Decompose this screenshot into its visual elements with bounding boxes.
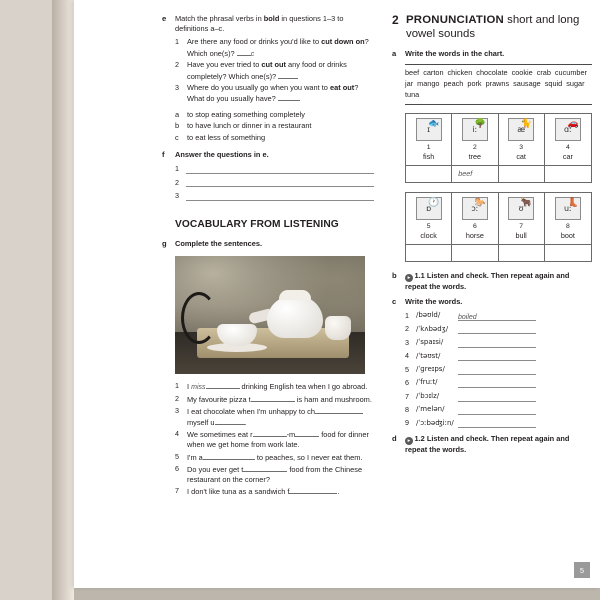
write-line[interactable] [458,325,536,334]
sentence-5: 5 I'm a to peaches, so I never eat them. [175,451,363,462]
answer-cell[interactable] [499,166,545,182]
sentence-3: 3 I eat chocolate when I'm unhappy to ch myself u . [175,406,374,428]
ipa-row[interactable]: 9 /ˈɔːbəʤiːn/ [405,418,592,428]
audio-icon[interactable]: ▸ [405,274,413,282]
ipa-row[interactable]: 4 /ˈtəʊst/ [405,351,592,361]
section-heading-pronunciation [392,14,592,41]
answer-row[interactable]: 1 [175,164,374,174]
answer-blank[interactable] [278,93,300,101]
car-icon: ɑː 🚗 [555,118,581,141]
chart-cell-horse[interactable]: ɔː 🐎 6 horse [452,193,498,244]
right-column [392,14,592,460]
ipa-row[interactable]: 8 /ˈmelən/ [405,405,592,415]
chart-cell-car[interactable]: ɑː 🚗 4 car [545,114,591,165]
exercise-c-instruction: Write the words. [405,296,463,306]
answer-blank[interactable] [315,406,363,414]
sentence-7: 7 I don't like tuna as a sandwich f . [175,486,340,497]
fish-icon: ɪ 🐟 [416,118,442,141]
tree-icon: iː 🌳 [462,118,488,141]
exercise-f [162,150,374,205]
answer-blank[interactable] [215,417,245,425]
definition-c: c to eat less of something [175,132,266,142]
cat-icon: æ 🐈 [508,118,534,141]
vowel-chart-row-1-answers[interactable] [405,166,592,183]
bull-icon: ʊ 🐂 [508,197,534,220]
exercise-a-letter: a [392,49,397,59]
write-line[interactable] [186,192,374,201]
answer-blank[interactable] [295,429,319,437]
tea-photo [175,256,365,374]
exercise-g-letter: g [162,239,167,249]
exercise-f-instruction: Answer the questions in e. [175,149,269,159]
answer-blank[interactable] [251,394,295,402]
exercise-b-letter: b [392,271,397,281]
boot-icon: uː 👢 [555,197,581,220]
exercise-b [392,271,592,292]
vowel-chart-row-2-answers[interactable] [405,245,592,262]
write-line[interactable] [458,339,536,348]
exercise-g-sentences [175,381,374,498]
sentence-4: 4 We sometimes eat r -m food for dinner when we get home from work late. [175,429,369,450]
chart-cell-cat[interactable]: æ 🐈 3 cat [499,114,545,165]
clock-icon: ɒ 🕐 [416,197,442,220]
write-line[interactable] [458,379,536,388]
question-row: 3 Where do you usually go when you want to eat out? What do you usually have? [175,82,359,103]
exercise-e-letter: e [162,14,167,23]
section-subtitle: short and long vowel sounds [406,14,580,40]
exercise-c-letter: c [392,296,397,306]
exercise-g [162,239,374,249]
ipa-row[interactable]: 3 /ˈspaɪsi/ [405,338,592,348]
exercise-g-instruction: Complete the sentences. [175,239,263,249]
section-number: 2 [392,13,399,27]
exercise-d-instruction: Listen and check. Then repeat again and repeat the words. [405,434,570,455]
answer-cell[interactable] [406,245,452,261]
chart-cell-bull[interactable]: ʊ 🐂 7 bull [499,193,545,244]
write-line[interactable] [458,393,536,402]
write-line[interactable]: boiled [458,312,536,321]
answer-row[interactable]: 3 [175,191,374,201]
answer-blank[interactable] [243,464,287,472]
answer-cell[interactable] [452,245,498,261]
ipa-row[interactable]: 1 /bəʊld/ boiled [405,311,592,321]
answer-blank[interactable] [253,429,287,437]
chart-cell-fish[interactable]: ɪ 🐟 1 fish [406,114,452,165]
write-line[interactable] [186,178,374,187]
exercise-c-items [405,311,592,428]
chart-cell-clock[interactable]: ɒ 🕐 5 clock [406,193,452,244]
answer-cell[interactable]: beef [452,166,498,182]
definition-b: b to have lunch or dinner in a restaurant [175,121,312,131]
section-heading-vocabulary: VOCABULARY FROM LISTENING [175,219,339,231]
word-bank: beef carton chicken chocolate cookie crab cucumber jar mango peach pork prawns sausage squid sugar tuna [405,64,592,105]
page-bottom-edge [74,588,600,600]
workbook-page [74,0,600,588]
exercise-a [392,49,592,59]
write-line[interactable] [458,352,536,361]
answer-cell[interactable] [545,245,591,261]
exercise-f-letter: f [162,149,165,159]
exercise-e [162,14,374,144]
exercise-d-track: 1.2 [414,434,425,444]
write-line[interactable] [458,419,536,428]
answer-blank[interactable] [237,48,251,56]
exercise-d [392,434,592,455]
page-number: 5 [574,562,590,578]
answer-blank[interactable] [206,381,240,389]
ipa-row[interactable]: 7 /ˈbɔɪlz/ [405,392,592,402]
horse-icon: ɔː 🐎 [462,197,488,220]
answer-cell[interactable] [406,166,452,182]
audio-icon[interactable]: ▸ [405,437,413,445]
answer-blank[interactable] [289,486,337,494]
exercise-b-track: 1.1 [414,271,425,281]
sentence-1: 1 I miss drinking English tea when I go abroad. [175,380,368,391]
chart-cell-boot[interactable]: uː 👢 8 boot [545,193,591,244]
write-line[interactable] [458,366,536,375]
exercise-e-instruction: Match the phrasal verbs in bold in questions 1–3 to definitions a–c. [175,14,344,34]
exercise-d-letter: d [392,434,397,444]
chart-cell-tree[interactable]: iː 🌳 2 tree [452,114,498,165]
sentence-6: 6 Do you ever get t food from the Chinese restaurant on the corner? [175,463,363,485]
answer-cell[interactable] [499,245,545,261]
answer-blank[interactable] [203,452,255,460]
question-row: 2 Have you ever tried to cut out any food or drinks completely? Which one(s)? [175,60,347,81]
write-line[interactable] [186,165,374,174]
ipa-row[interactable]: 5 /ˈɡreɪps/ [405,365,592,375]
section-title: PRONUNCIATION [406,14,504,26]
write-line[interactable] [458,406,536,415]
exercise-b-instruction: Listen and check. Then repeat again and repeat the words. [405,271,570,292]
exercise-a-instruction: Write the words in the chart. [405,49,505,59]
sentence-2: 2 My favourite pizza t is ham and mushroom. [175,393,372,404]
answer-row[interactable]: 2 [175,178,374,188]
book-spine [52,0,74,600]
answer-cell[interactable] [545,166,591,182]
exercise-c [392,297,592,307]
vowel-chart-row-1 [405,113,592,166]
vowel-chart-row-2 [405,192,592,245]
ipa-row[interactable]: 2 /ˈkʌbədʒ/ [405,324,592,334]
question-row: 1 Are there any food or drinks you'd like to cut down on? Which one(s)? c [175,37,369,58]
definition-a: a to stop eating something completely [175,110,305,120]
left-column [162,14,374,499]
answer-blank[interactable] [278,71,298,79]
ipa-row[interactable]: 6 /ˈfruːt/ [405,378,592,388]
